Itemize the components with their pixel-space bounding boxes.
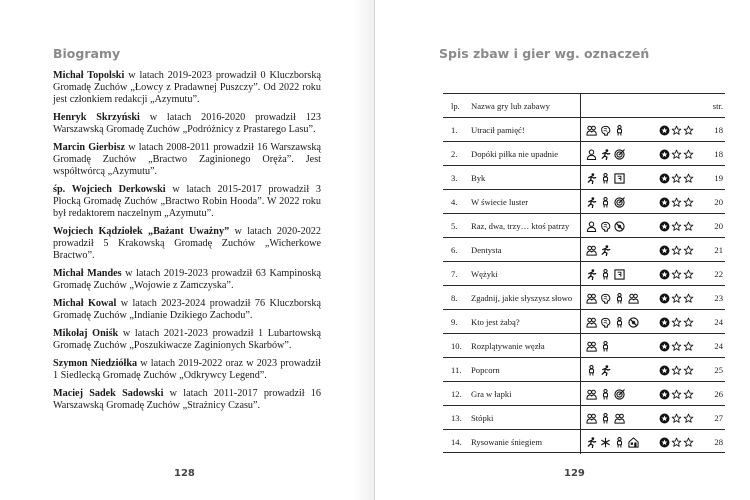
- difficulty-rating: [659, 166, 699, 190]
- table-row: [443, 166, 725, 190]
- page-heading: Spis zbaw i gier wg. oznaczeń: [439, 46, 650, 61]
- table-row: [443, 286, 725, 310]
- row-number: 7.: [451, 269, 458, 279]
- figure-icon: [614, 317, 625, 328]
- page-reference: 24: [714, 317, 723, 327]
- star-empty-icon: [671, 413, 682, 424]
- running-icon: [586, 197, 597, 208]
- page-reference: 22: [714, 269, 723, 279]
- page-reference: 27: [714, 413, 723, 423]
- star-filled-icon: [659, 173, 670, 184]
- star-empty-icon: [683, 221, 694, 232]
- star-empty-icon: [683, 125, 694, 136]
- column-divider: [580, 286, 581, 310]
- table-row: [443, 190, 725, 214]
- difficulty-rating: [659, 118, 699, 142]
- game-type-icons: [586, 118, 656, 142]
- table-row: [443, 430, 725, 454]
- square-icon: [614, 269, 625, 280]
- game-type-icons: [586, 430, 656, 454]
- no-sign-icon: [628, 317, 639, 328]
- table-row: [443, 406, 725, 430]
- running-icon: [600, 245, 611, 256]
- star-empty-icon: [671, 197, 682, 208]
- game-name: Rysowanie śniegiem: [471, 437, 543, 447]
- running-icon: [586, 269, 597, 280]
- difficulty-rating: [659, 286, 699, 310]
- biography-text: w latach 2021-2023 prowadził 1 Lubartowską Gromadę Zuchów „Poszukiwacze Zaginionych Skarbów”.: [53, 328, 321, 351]
- figure-icon: [600, 269, 611, 280]
- star-empty-icon: [683, 149, 694, 160]
- game-name: Wężyki: [471, 269, 498, 279]
- star-empty-icon: [683, 197, 694, 208]
- biography-item: [53, 70, 321, 106]
- biography-item: [53, 298, 321, 322]
- difficulty-rating: [659, 358, 699, 382]
- target-icon: [614, 197, 625, 208]
- page-reference: 28: [714, 437, 723, 447]
- page-reference: 20: [714, 197, 723, 207]
- game-name: Zgadnij, jakie słyszysz słowo: [471, 293, 573, 303]
- star-empty-icon: [683, 341, 694, 352]
- running-icon: [600, 365, 611, 376]
- figure-icon: [614, 125, 625, 136]
- page-heading: Biogramy: [53, 46, 121, 61]
- star-filled-icon: [659, 365, 670, 376]
- star-empty-icon: [671, 341, 682, 352]
- figure-icon: [600, 173, 611, 184]
- row-number: 10.: [451, 341, 462, 351]
- page-reference: 24: [714, 341, 723, 351]
- column-divider: [580, 238, 581, 262]
- column-divider: [580, 310, 581, 334]
- page-reference: 18: [714, 149, 723, 159]
- running-icon: [586, 173, 597, 184]
- brain-icon: [600, 293, 611, 304]
- star-filled-icon: [659, 269, 670, 280]
- page-reference: 19: [714, 173, 723, 183]
- person-icon: [586, 221, 597, 232]
- page-reference: 26: [714, 389, 723, 399]
- difficulty-rating: [659, 334, 699, 358]
- header-name: Nazwa gry lub zabawy: [471, 101, 550, 111]
- star-empty-icon: [683, 269, 694, 280]
- right-page: [375, 0, 750, 500]
- column-divider: [580, 190, 581, 214]
- spine-shadow: [352, 0, 374, 500]
- group-icon: [586, 293, 597, 304]
- table-row: [443, 382, 725, 406]
- star-empty-icon: [683, 245, 694, 256]
- row-number: 14.: [451, 437, 462, 447]
- column-divider: [580, 166, 581, 190]
- column-divider: [580, 358, 581, 382]
- difficulty-rating: [659, 310, 699, 334]
- page-reference: 20: [714, 221, 723, 231]
- row-number: 9.: [451, 317, 458, 327]
- figure-icon: [600, 389, 611, 400]
- biography-text: w latach 2019-2023 prowadził 0 Kluczborską Gromadę Zuchów „Łowcy z Pradawnej Puszczy”. Od 2022 roku jest członkiem redakcji „Azymutu”.: [53, 70, 321, 105]
- star-filled-icon: [659, 125, 670, 136]
- star-empty-icon: [683, 317, 694, 328]
- game-type-icons: [586, 406, 656, 430]
- star-filled-icon: [659, 413, 670, 424]
- running-icon: [586, 437, 597, 448]
- figure-icon: [614, 437, 625, 448]
- figure-icon: [600, 341, 611, 352]
- snowflake-icon: [600, 437, 611, 448]
- biography-text: w latach 2020-2022 prowadził 5 Krakowską Gromadę Zuchów „Wicherkowe Bractwo”.: [53, 226, 321, 261]
- biography-text: w latach 2019-2022 oraz w 2023 prowadził 1 Siedlecką Gromadę Zuchów „Odkrywcy Legend”.: [53, 358, 321, 381]
- biography-item: [53, 268, 321, 292]
- biography-name: Maciej Sadek Sadowski: [53, 388, 164, 399]
- game-type-icons: [586, 142, 656, 166]
- star-empty-icon: [671, 317, 682, 328]
- target-icon: [614, 149, 625, 160]
- page-reference: 18: [714, 125, 723, 135]
- table-row: [443, 334, 725, 358]
- biography-name: Michał Kowal: [53, 298, 117, 309]
- page-reference: 25: [714, 365, 723, 375]
- figure-icon: [600, 413, 611, 424]
- biography-text: w latach 2023-2024 prowadził 76 Kluczborską Gromadę Zuchów „Indianie Dzikiego Zachodu”.: [53, 298, 321, 321]
- person-icon: [586, 149, 597, 160]
- star-empty-icon: [671, 173, 682, 184]
- brain-icon: [600, 125, 611, 136]
- game-name: Raz, dwa, trzy… ktoś patrzy: [471, 221, 570, 231]
- biography-name: Mikołaj Oniśk: [53, 328, 119, 339]
- game-name: W świecie luster: [471, 197, 529, 207]
- game-name: Byk: [471, 173, 486, 183]
- table-row: [443, 358, 725, 382]
- difficulty-rating: [659, 262, 699, 286]
- difficulty-rating: [659, 406, 699, 430]
- star-filled-icon: [659, 437, 670, 448]
- star-empty-icon: [683, 389, 694, 400]
- brain-icon: [600, 221, 611, 232]
- row-number: 3.: [451, 173, 458, 183]
- star-filled-icon: [659, 149, 670, 160]
- figure-icon: [614, 293, 625, 304]
- column-divider: [580, 382, 581, 406]
- column-divider: [580, 94, 581, 118]
- table-header-row: [443, 94, 725, 118]
- group-icon: [586, 125, 597, 136]
- star-filled-icon: [659, 245, 670, 256]
- star-empty-icon: [671, 149, 682, 160]
- house-icon: [628, 437, 639, 448]
- difficulty-rating: [659, 238, 699, 262]
- no-sign-icon: [614, 221, 625, 232]
- biography-name: Szymon Niedziółka: [53, 358, 138, 369]
- row-number: 1.: [451, 125, 458, 135]
- star-empty-icon: [671, 269, 682, 280]
- difficulty-rating: [659, 190, 699, 214]
- brain-icon: [600, 317, 611, 328]
- biography-item: [53, 358, 321, 382]
- group-icon: [614, 413, 625, 424]
- biography-item: [53, 388, 321, 412]
- group-icon: [628, 293, 639, 304]
- difficulty-rating: [659, 430, 699, 454]
- row-number: 4.: [451, 197, 458, 207]
- star-empty-icon: [671, 125, 682, 136]
- game-type-icons: [586, 382, 656, 406]
- star-empty-icon: [683, 365, 694, 376]
- game-type-icons: [586, 262, 656, 286]
- group-icon: [586, 389, 597, 400]
- star-empty-icon: [671, 365, 682, 376]
- star-empty-icon: [671, 245, 682, 256]
- table-row: [443, 118, 725, 142]
- table-row: [443, 262, 725, 286]
- header-lp: lp.: [451, 101, 460, 111]
- biography-name: Wojciech Kądziołek „Bażant Uważny”: [53, 226, 230, 237]
- star-empty-icon: [671, 293, 682, 304]
- group-icon: [586, 413, 597, 424]
- row-number: 13.: [451, 413, 462, 423]
- biography-name: Henryk Skrzyński: [53, 112, 140, 123]
- star-empty-icon: [683, 437, 694, 448]
- row-number: 11.: [451, 365, 462, 375]
- row-number: 6.: [451, 245, 458, 255]
- star-empty-icon: [671, 437, 682, 448]
- group-icon: [586, 341, 597, 352]
- table-row: [443, 238, 725, 262]
- biography-text: w latach 2015-2017 prowadził 3 Płocką Gromadę Zuchów „Bractwo Robin Hooda”. W 2022 roku był redaktorem naczelnym „Azymutu”.: [53, 184, 321, 219]
- star-empty-icon: [683, 413, 694, 424]
- header-page: str.: [712, 101, 723, 111]
- star-empty-icon: [671, 221, 682, 232]
- difficulty-rating: [659, 142, 699, 166]
- column-divider: [580, 334, 581, 358]
- game-name: Gra w łapki: [471, 389, 512, 399]
- column-divider: [580, 406, 581, 430]
- biography-text: w latach 2019-2023 prowadził 63 Kampinoską Gromadę Zuchów „Wojowie z Zamczyska”.: [53, 268, 321, 291]
- column-divider: [580, 142, 581, 166]
- game-type-icons: [586, 310, 656, 334]
- star-empty-icon: [671, 389, 682, 400]
- biographies-list: [53, 70, 321, 418]
- figure-icon: [586, 365, 597, 376]
- game-name: Kto jest żabą?: [471, 317, 520, 327]
- square-icon: [614, 173, 625, 184]
- biography-text: w latach 2008-2011 prowadził 16 Warszawską Gromadę Zuchów „Bractwo Zaginionego Oręża”. Jest współtwórcą „Azymutu”.: [53, 142, 321, 177]
- star-filled-icon: [659, 293, 670, 304]
- star-filled-icon: [659, 221, 670, 232]
- row-number: 5.: [451, 221, 458, 231]
- column-divider: [580, 118, 581, 142]
- biography-text: w latach 2016-2020 prowadził 123 Warszawską Gromadę Zuchów „Podróżnicy z Prastarego Lasu”.: [53, 112, 321, 135]
- page-number: 129: [564, 468, 585, 479]
- column-divider: [580, 214, 581, 238]
- row-number: 8.: [451, 293, 458, 303]
- target-icon: [614, 389, 625, 400]
- biography-name: Marcin Gierbisz: [53, 142, 126, 153]
- group-icon: [586, 245, 597, 256]
- biography-item: [53, 328, 321, 352]
- column-divider: [580, 262, 581, 286]
- biography-item: [53, 184, 321, 220]
- game-name: Popcorn: [471, 365, 500, 375]
- page-reference: 21: [714, 245, 723, 255]
- row-number: 2.: [451, 149, 458, 159]
- biography-name: Michał Topolski: [53, 70, 125, 81]
- star-empty-icon: [683, 173, 694, 184]
- biography-item: [53, 112, 321, 136]
- biography-name: Michał Mandes: [53, 268, 122, 279]
- game-type-icons: [586, 238, 656, 262]
- star-filled-icon: [659, 197, 670, 208]
- star-empty-icon: [683, 293, 694, 304]
- game-name: Stópki: [471, 413, 494, 423]
- star-filled-icon: [659, 317, 670, 328]
- game-name: Utracił pamięć!: [471, 125, 525, 135]
- row-number: 12.: [451, 389, 462, 399]
- star-filled-icon: [659, 389, 670, 400]
- game-type-icons: [586, 286, 656, 310]
- game-name: Dentysta: [471, 245, 502, 255]
- game-type-icons: [586, 214, 656, 238]
- game-type-icons: [586, 166, 656, 190]
- biography-text: w latach 2011-2017 prowadził 16 Warszawską Gromadę Zuchów „Strażnicy Czasu”.: [53, 388, 321, 411]
- figure-icon: [600, 197, 611, 208]
- game-type-icons: [586, 334, 656, 358]
- table-row: [443, 214, 725, 238]
- group-icon: [586, 317, 597, 328]
- running-icon: [600, 149, 611, 160]
- table-row: [443, 142, 725, 166]
- biography-item: [53, 142, 321, 178]
- difficulty-rating: [659, 214, 699, 238]
- column-divider: [580, 430, 581, 454]
- biography-name: śp. Wojciech Derkowski: [53, 184, 166, 195]
- game-type-icons: [586, 190, 656, 214]
- game-name: Dopóki piłka nie upadnie: [471, 149, 559, 159]
- star-filled-icon: [659, 341, 670, 352]
- difficulty-rating: [659, 382, 699, 406]
- game-name: Rozplątywanie węzła: [471, 341, 545, 351]
- page-reference: 23: [714, 293, 723, 303]
- game-type-icons: [586, 358, 656, 382]
- biography-item: [53, 226, 321, 262]
- page-number: 128: [174, 468, 195, 479]
- games-table: [443, 93, 725, 453]
- table-row: [443, 310, 725, 334]
